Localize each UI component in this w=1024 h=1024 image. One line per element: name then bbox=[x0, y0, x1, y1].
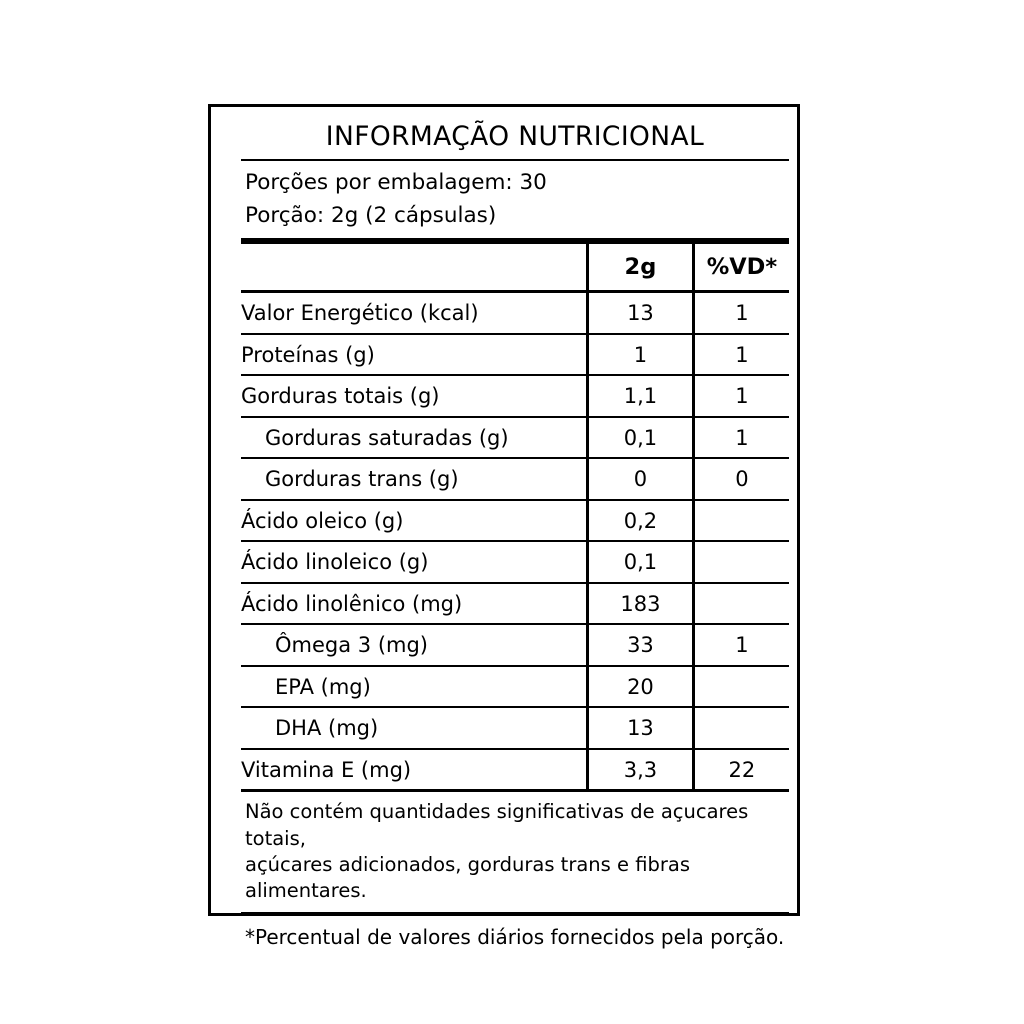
nutrient-daily-value: 0 bbox=[693, 458, 789, 500]
nutrient-name: Vitamina E (mg) bbox=[241, 749, 588, 791]
nutrient-name: Gorduras saturadas (g) bbox=[241, 417, 588, 459]
nutrient-name: Ácido linoleico (g) bbox=[241, 541, 588, 583]
nutrient-name: Ácido oleico (g) bbox=[241, 500, 588, 542]
table-row bbox=[241, 624, 789, 666]
nutrient-daily-value bbox=[693, 583, 789, 625]
nutrient-daily-value: 1 bbox=[693, 334, 789, 376]
nutrient-amount: 0,1 bbox=[588, 541, 694, 583]
table-row bbox=[241, 583, 789, 625]
nutrient-daily-value: 1 bbox=[693, 375, 789, 417]
servings-per-package: Porções por embalagem: 30 bbox=[245, 170, 547, 195]
nutrient-name: Proteínas (g) bbox=[241, 334, 588, 376]
nutrient-amount: 13 bbox=[588, 707, 694, 749]
nutrient-name: Ômega 3 (mg) bbox=[241, 624, 588, 666]
page-title: INFORMAÇÃO NUTRICIONAL bbox=[241, 121, 789, 161]
nutrient-amount: 33 bbox=[588, 624, 694, 666]
footnote-line-2: açúcares adicionados, gorduras trans e fibras alimentares. bbox=[245, 852, 690, 903]
nutrient-name: Valor Energético (kcal) bbox=[241, 292, 588, 334]
table-row bbox=[241, 707, 789, 749]
nutrient-daily-value: 1 bbox=[693, 624, 789, 666]
table-row bbox=[241, 541, 789, 583]
serving-size: Porção: 2g (2 cápsulas) bbox=[245, 202, 497, 228]
header-daily-value: %VD* bbox=[693, 244, 789, 292]
nutrient-name: Ácido linolênico (mg) bbox=[241, 583, 588, 625]
nutrient-amount: 20 bbox=[588, 666, 694, 708]
nutrient-amount: 3,3 bbox=[588, 749, 694, 791]
table-row bbox=[241, 292, 789, 334]
nutrient-daily-value: 1 bbox=[693, 292, 789, 334]
nutrient-name: DHA (mg) bbox=[241, 707, 588, 749]
nutrient-amount: 0,1 bbox=[588, 417, 694, 459]
nutrient-daily-value bbox=[693, 707, 789, 749]
serving-info bbox=[241, 161, 789, 238]
nutrition-label-panel bbox=[208, 104, 800, 949]
header-amount: 2g bbox=[588, 244, 694, 292]
table-row bbox=[241, 458, 789, 500]
table-row bbox=[241, 417, 789, 459]
nutrient-name: EPA (mg) bbox=[241, 666, 588, 708]
nutrient-name: Gorduras totais (g) bbox=[241, 375, 588, 417]
nutrient-name: Gorduras trans (g) bbox=[241, 458, 588, 500]
table-header-row bbox=[241, 244, 789, 292]
nutrient-amount: 183 bbox=[588, 583, 694, 625]
table-row bbox=[241, 666, 789, 708]
nutrient-daily-value bbox=[693, 666, 789, 708]
footnote-note bbox=[241, 792, 789, 911]
nutrient-daily-value bbox=[693, 541, 789, 583]
nutrient-amount: 0,2 bbox=[588, 500, 694, 542]
nutrient-amount: 1 bbox=[588, 334, 694, 376]
nutrient-amount: 0 bbox=[588, 458, 694, 500]
daily-value-footnote: *Percentual de valores diários fornecidos pela porção. bbox=[245, 924, 785, 949]
table-row bbox=[241, 334, 789, 376]
nutrition-table-body bbox=[241, 244, 789, 791]
nutrition-label-content bbox=[241, 121, 789, 949]
nutrient-amount: 13 bbox=[588, 292, 694, 334]
table-row bbox=[241, 500, 789, 542]
nutrient-daily-value bbox=[693, 500, 789, 542]
table-row bbox=[241, 749, 789, 791]
nutrition-table bbox=[241, 244, 789, 792]
nutrient-daily-value: 1 bbox=[693, 417, 789, 459]
table-row bbox=[241, 375, 789, 417]
nutrient-daily-value: 22 bbox=[693, 749, 789, 791]
nutrient-amount: 1,1 bbox=[588, 375, 694, 417]
header-nutrient bbox=[241, 244, 588, 292]
footnote-line-1: Não contém quantidades significativas de açucares totais, bbox=[245, 800, 749, 850]
